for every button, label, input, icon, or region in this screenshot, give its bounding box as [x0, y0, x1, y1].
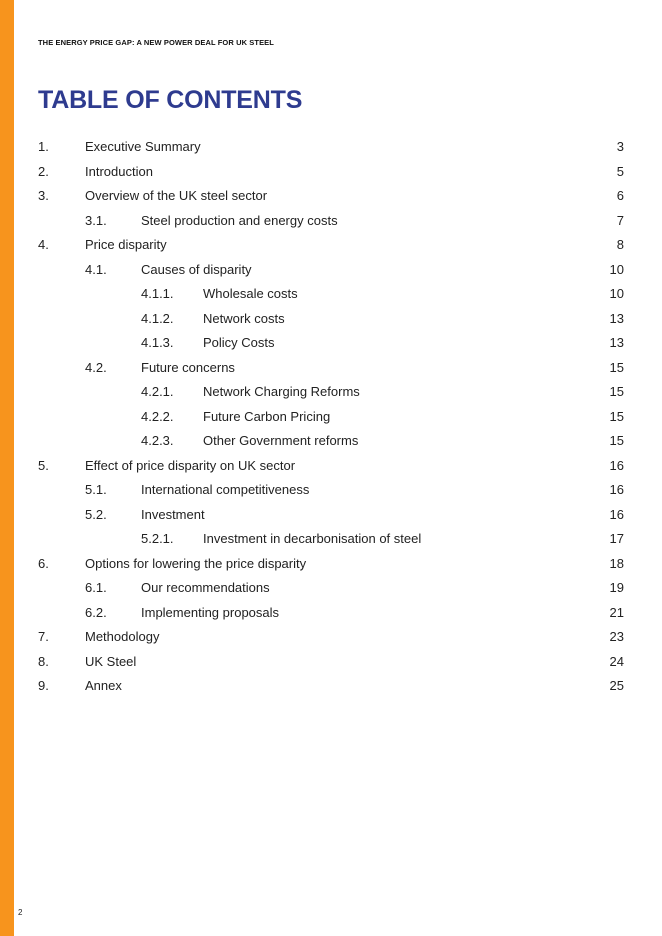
- toc-entry-label[interactable]: Investment: [141, 506, 205, 522]
- toc-entry-number: 3.1.: [85, 212, 107, 228]
- toc-entry-page: 16: [609, 506, 624, 522]
- toc-heading: TABLE OF CONTENTS: [38, 86, 303, 114]
- toc-entry[interactable]: [38, 678, 624, 703]
- toc-entry-label[interactable]: Executive Summary: [85, 139, 201, 154]
- toc-entry-number: 6.2.: [85, 604, 107, 620]
- toc-entry-label[interactable]: Network costs: [203, 310, 285, 326]
- toc-entry[interactable]: [38, 482, 624, 507]
- toc-entry-label[interactable]: Causes of disparity: [141, 261, 252, 277]
- toc-entry-number: 4.2.1.: [141, 384, 174, 399]
- toc-entry[interactable]: [38, 213, 624, 238]
- toc-entry-number: 7.: [38, 629, 49, 644]
- toc-entry[interactable]: [38, 286, 624, 311]
- toc-list: [38, 139, 624, 703]
- document-header: THE ENERGY PRICE GAP: A NEW POWER DEAL FOR UK STEEL: [38, 38, 274, 47]
- toc-entry-number: 4.2.: [85, 359, 107, 375]
- toc-entry-label[interactable]: Policy Costs: [203, 335, 275, 350]
- toc-entry[interactable]: [38, 531, 624, 556]
- toc-entry-page: 18: [609, 555, 624, 571]
- toc-entry-label[interactable]: Investment in decarbonisation of steel: [203, 531, 422, 546]
- toc-entry-number: 6.1.: [85, 580, 107, 595]
- toc-entry-label[interactable]: Options for lowering the price disparity: [85, 555, 307, 571]
- toc-entry-label[interactable]: Overview of the UK steel sector: [85, 188, 268, 203]
- toc-entry-number: 5.2.: [85, 506, 107, 522]
- toc-entry-label[interactable]: Wholesale costs: [203, 286, 298, 301]
- toc-entry-page: 23: [609, 629, 624, 644]
- toc-entry-number: 4.2.3.: [141, 433, 174, 448]
- toc-entry-page: 21: [609, 604, 624, 620]
- toc-entry-page: 25: [609, 678, 624, 693]
- toc-entry-page: 16: [609, 482, 624, 497]
- toc-entry[interactable]: [38, 409, 624, 434]
- toc-entry-page: 10: [609, 286, 624, 301]
- toc-entry-label[interactable]: Network Charging Reforms: [203, 384, 360, 399]
- toc-entry-number: 9.: [38, 678, 49, 693]
- toc-entry-label[interactable]: Implementing proposals: [141, 604, 280, 620]
- toc-entry-page: 6: [616, 188, 624, 203]
- toc-entry-label[interactable]: Annex: [85, 678, 122, 693]
- toc-entry-number: 5.: [38, 457, 49, 473]
- toc-entry-label[interactable]: Our recommendations: [141, 580, 270, 595]
- toc-entry[interactable]: [38, 580, 624, 605]
- orange-accent-bar: [0, 0, 14, 936]
- toc-entry-number: 3.: [38, 188, 49, 203]
- toc-entry-page: 15: [609, 408, 624, 424]
- toc-entry-number: 6.: [38, 555, 49, 571]
- toc-entry[interactable]: [38, 605, 624, 630]
- toc-entry-number: 4.: [38, 237, 49, 252]
- toc-entry[interactable]: [38, 507, 624, 532]
- toc-entry-label[interactable]: UK Steel: [85, 653, 137, 669]
- toc-entry-label[interactable]: Future concerns: [141, 359, 235, 375]
- toc-entry-page: 7: [616, 212, 624, 228]
- toc-entry-label[interactable]: Steel production and energy costs: [141, 212, 338, 228]
- toc-entry-number: 1.: [38, 139, 49, 154]
- page-number: 2: [18, 908, 23, 917]
- toc-entry-page: 15: [609, 359, 624, 375]
- toc-entry[interactable]: [38, 360, 624, 385]
- toc-entry[interactable]: [38, 654, 624, 679]
- toc-entry-number: 4.1.2.: [141, 310, 174, 326]
- toc-entry[interactable]: [38, 556, 624, 581]
- toc-entry-page: 10: [609, 261, 624, 277]
- toc-entry-page: 17: [609, 531, 624, 546]
- toc-entry-page: 8: [616, 237, 624, 252]
- toc-entry-page: 19: [609, 580, 624, 595]
- toc-entry-label[interactable]: Future Carbon Pricing: [203, 408, 331, 424]
- toc-entry-number: 4.1.: [85, 261, 107, 277]
- toc-entry[interactable]: [38, 384, 624, 409]
- toc-entry[interactable]: [38, 164, 624, 189]
- toc-entry-page: 5: [616, 163, 624, 179]
- toc-entry-number: 4.1.3.: [141, 335, 174, 350]
- toc-entry-number: 5.1.: [85, 482, 107, 497]
- toc-entry-page: 3: [616, 139, 624, 154]
- toc-entry-number: 4.2.2.: [141, 408, 174, 424]
- toc-entry[interactable]: [38, 335, 624, 360]
- toc-entry-page: 13: [609, 310, 624, 326]
- toc-entry-label[interactable]: Introduction: [85, 163, 153, 179]
- toc-entry[interactable]: [38, 311, 624, 336]
- toc-entry[interactable]: [38, 262, 624, 287]
- toc-entry-page: 16: [609, 457, 624, 473]
- toc-entry-label[interactable]: Price disparity: [85, 237, 167, 252]
- toc-entry-number: 8.: [38, 653, 49, 669]
- toc-entry[interactable]: [38, 458, 624, 483]
- toc-entry[interactable]: [38, 237, 624, 262]
- toc-entry[interactable]: [38, 139, 624, 164]
- toc-entry-label[interactable]: Effect of price disparity on UK sector: [85, 457, 296, 473]
- toc-entry-page: 13: [609, 335, 624, 350]
- toc-entry[interactable]: [38, 188, 624, 213]
- toc-entry-number: 2.: [38, 163, 49, 179]
- toc-entry-label[interactable]: Other Government reforms: [203, 433, 359, 448]
- toc-entry-page: 24: [609, 653, 624, 669]
- toc-entry-number: 5.2.1.: [141, 531, 174, 546]
- toc-entry-page: 15: [609, 433, 624, 448]
- toc-entry[interactable]: [38, 433, 624, 458]
- toc-entry-label[interactable]: Methodology: [85, 629, 160, 644]
- toc-entry[interactable]: [38, 629, 624, 654]
- toc-entry-label[interactable]: International competitiveness: [141, 482, 310, 497]
- toc-entry-number: 4.1.1.: [141, 286, 174, 301]
- toc-entry-page: 15: [609, 384, 624, 399]
